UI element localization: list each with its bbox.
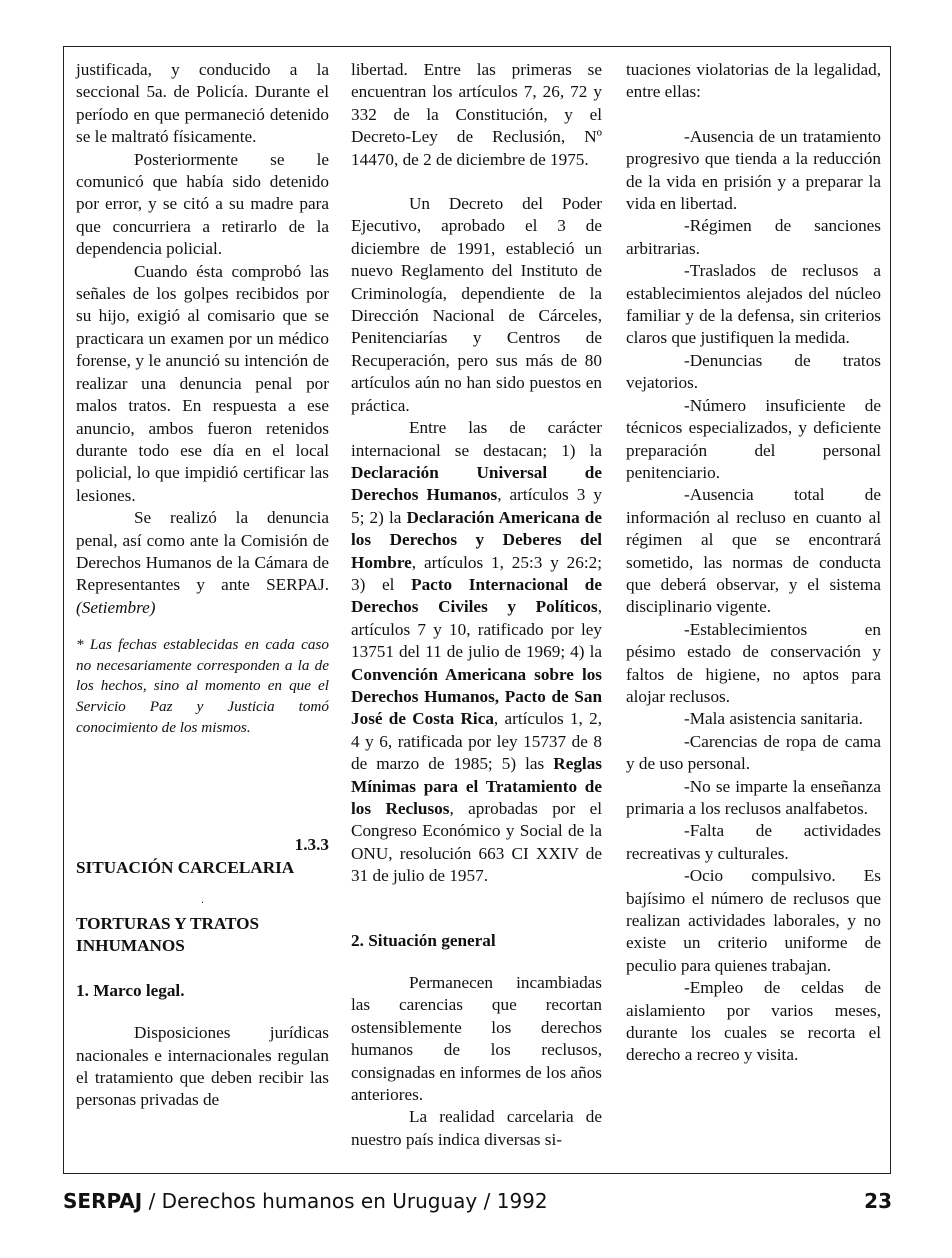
heading-marco-legal: 1. Marco legal. xyxy=(76,980,185,1000)
list-item: -Ausencia total de información al recluso en cuanto al régimen al que se encontrará sometido, las normas de conducta que deberá observar, y el sistema disciplinario vigente. xyxy=(626,485,881,617)
text: , artículos 3 y 5; 2) la xyxy=(351,485,602,527)
column-1 xyxy=(76,59,329,1112)
list-item: -No se imparte la enseñanza primaria a los reclusos analfabetos. xyxy=(626,776,881,818)
list-item: -Falta de actividades recreativas y culturales. xyxy=(626,821,881,863)
spacer xyxy=(351,171,602,193)
text: , artículos 7 y 10, ratificado por ley 13751 del 11 de julio de 1969; 4) la xyxy=(351,597,602,662)
spacer xyxy=(626,104,881,126)
paragraph: Disposiciones jurídicas nacionales e internacionales regulan el tratamiento que deben recibir las personas privadas de xyxy=(76,1023,329,1110)
separator-dot: · xyxy=(200,897,205,909)
list-item: -Número insuficiente de técnicos especializados, y deficiente preparación del personal penitenciario. xyxy=(626,395,881,482)
date-note: (Setiembre) xyxy=(76,597,156,617)
paragraph: justificada, y conducido a la seccional 5a. de Policía. Durante el período en que permaneció detenido se le maltrató físicamente. xyxy=(76,60,329,147)
paragraph: libertad. Entre las primeras se encuentran los artículos 7, 26, 72 y 332 de la Constitución, y el Decreto-Ley de Reclusión, Nº 14470, de 2 de diciembre de 1975. xyxy=(351,60,602,169)
treaties-paragraph xyxy=(351,417,602,888)
paragraph-text: Se realizó la denuncia penal, así como ante la Comisión de Derechos Humanos de la Cámara de Representantes y ante SERPAJ. xyxy=(76,508,329,595)
page-number: 23 xyxy=(864,1189,892,1213)
column-3 xyxy=(626,59,881,1067)
text: , artículos 1, 25:3 y 26:2; 3) el xyxy=(351,552,602,594)
heading-situacion-general: 2. Situación general xyxy=(351,930,496,950)
treaty-name: Declaración Americana de los Derechos y Deberes del Hombre xyxy=(351,507,602,572)
paragraph: Posteriormente se le comunicó que había sido detenido por error, y se citó a su madre para que concurriera a retirarlo de la dependencia policial. xyxy=(76,149,329,259)
treaty-name: Pacto Internacional de Derechos Civiles y Políticos xyxy=(351,574,602,617)
paragraph: La realidad carcelaria de nuestro país indica diversas si- xyxy=(351,1107,602,1149)
treaty-name: Reglas Mínimas para el Tratamiento de los Reclusos xyxy=(351,754,602,818)
list-item: -Mala asistencia sanitaria. xyxy=(684,709,863,729)
list-item: -Denuncias de tratos vejatorios. xyxy=(626,350,881,393)
column-2 xyxy=(351,59,602,1151)
paragraph: Un Decreto del Poder Ejecutivo, aprobado el 3 de diciembre de 1991, estableció un nuevo Reglamento del Instituto de Criminología, dependiente de la Dirección Nacional de Cárceles, Penitenciarías y Centros de Recuperación, pero sus más de 80 artículos aún no han sido puestos en práctica. xyxy=(351,194,602,415)
list-item: -Ocio compulsivo. Es bajísimo el número de reclusos que realizan actividades laborales, y no existe un criterio uniforme de peculio para quienes trabajan. xyxy=(626,866,881,975)
paragraph: Permanecen incambiadas las carencias que recortan ostensiblemente los derechos humanos de los reclusos, consignadas en informes de los años anteriores. xyxy=(351,973,602,1105)
paragraph xyxy=(76,507,329,619)
list-item: -Establecimientos en pésimo estado de conservación y faltos de higiene, no aptos para alojar reclusos. xyxy=(626,619,881,706)
footnote: * Las fechas establecidas en cada caso no necesariamente corresponden a la de los hechos, sino al momento en que el Servicio Paz y Justicia tomó conocimiento de los mismos. xyxy=(76,636,329,736)
footer-brand: SERPAJ xyxy=(63,1189,143,1213)
text: , aprobadas por el Congreso Económico y Social de la ONU, resolución 663 CI XXIV de 31 de julio de 1957. xyxy=(351,799,602,886)
list-item: -Empleo de celdas de aislamiento por varios meses, durante los cuales se recorta el derecho a recreo y visita. xyxy=(626,978,881,1065)
paragraph: tuaciones violatorias de la legalidad, entre ellas: xyxy=(626,60,881,102)
list-item: -Traslados de reclusos a establecimientos alejados del núcleo familiar y de la defensa, sin criterios claros que justifiquen la medida. xyxy=(626,261,881,348)
heading-torturas: TORTURAS Y TRATOS INHUMANOS xyxy=(76,913,260,956)
section-title: SITUACIÓN CARCELARIA xyxy=(76,857,295,877)
footer-title: / Derechos humanos en Uruguay / 1992 xyxy=(142,1189,548,1213)
section-number: 1.3.3 xyxy=(294,835,329,855)
list-item: -Carencias de ropa de cama y de uso personal. xyxy=(626,731,881,774)
list-item: -Régimen de sanciones arbitrarias. xyxy=(626,216,881,258)
text: Entre las de carácter internacional se destacan; 1) la xyxy=(351,418,602,460)
treaty-name: Convención Americana sobre los Derechos Humanos, Pacto de San José de Costa Rica xyxy=(351,664,602,729)
treaty-name: Declaración Universal de Derechos Humanos xyxy=(351,462,602,505)
paragraph: Cuando ésta comprobó las señales de los golpes recibidos por su hijo, exigió al comisario que se practicara un examen por un médico forense, y le anunció su intención de realizar una denuncia penal por malos tratos. En respuesta a ese anuncio, ambos fueron retenidos durante todo ese día en el local policial, lo que impidió certificar las lesiones. xyxy=(76,261,329,505)
text: , artículos 1, 2, 4 y 6, ratificada por ley 15737 de 8 de marzo de 1985; 5) las xyxy=(351,709,602,774)
list-item: -Ausencia de un tratamiento progresivo que tienda a la reducción de la vida en prisión y a preparar la vida en libertad. xyxy=(626,126,881,214)
running-footer xyxy=(63,1188,548,1214)
